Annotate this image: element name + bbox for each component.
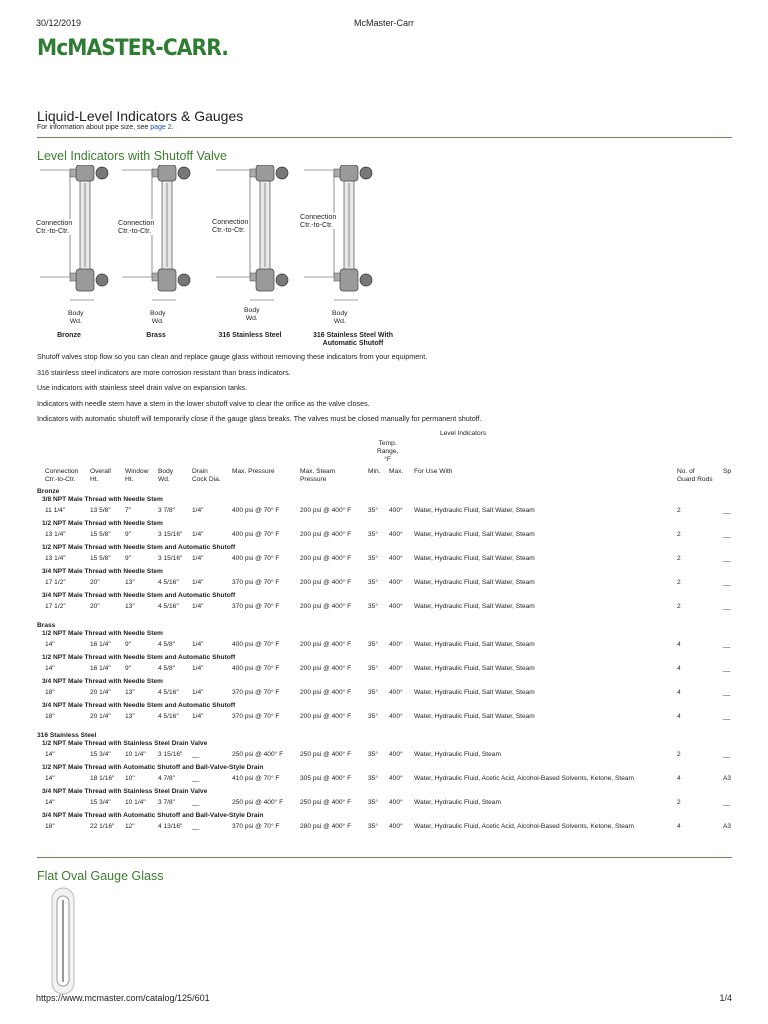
table-cell: 400°: [389, 751, 403, 758]
table-cell: 13 1/4": [45, 555, 66, 562]
table-cell: 4 13/16": [158, 823, 183, 830]
product-image-caption: Bronze: [57, 332, 81, 339]
thread-subgroup-row: 3/4 NPT Male Thread with Needle Stem and Automatic Shutoff: [42, 592, 236, 599]
table-cell: 35°: [368, 665, 378, 672]
table-cell: 22 1/16": [90, 823, 115, 830]
connection-dimension-label: Connection Ctr.-to-Ctr.: [118, 218, 155, 235]
table-cell: 15 3/4": [90, 799, 111, 806]
level-indicator-image: [300, 165, 410, 333]
table-cell: Water, Hydraulic Fluid, Salt Water, Steam: [414, 641, 535, 648]
table-cell: 370 psi @ 70° F: [232, 689, 280, 696]
thread-subgroup-row: 3/4 NPT Male Thread with Automatic Shutoff and Ball-Valve-Style Drain: [42, 812, 264, 819]
table-cell: 13": [125, 603, 135, 610]
table-cell: Water, Hydraulic Fluid, Salt Water, Steam: [414, 713, 535, 720]
table-cell: 400°: [389, 665, 403, 672]
table-cell: 35°: [368, 823, 378, 830]
table-cell: 370 psi @ 70° F: [232, 579, 280, 586]
thread-subgroup-row: 3/8 NPT Male Thread with Needle Stem: [42, 496, 163, 503]
thread-subgroup-row: 1/2 NPT Male Thread with Needle Stem and Automatic Shutoff: [42, 654, 236, 661]
table-cell: 250 psi @ 400° F: [300, 751, 352, 758]
table-cell: 1/4": [192, 603, 204, 610]
table-cell: 3 15/16": [158, 751, 183, 758]
table-cell: __: [192, 751, 200, 758]
connection-dimension-label: Connection Ctr.-to-Ctr.: [212, 217, 249, 234]
thread-subgroup-row: 3/4 NPT Male Thread with Stainless Steel Drain Valve: [42, 788, 208, 795]
section-title-level-indicators: Level Indicators with Shutoff Valve: [37, 149, 227, 163]
table-cell: 14": [45, 641, 55, 648]
table-cell: 200 psi @ 400° F: [300, 641, 352, 648]
table-cell: 3 7/8": [158, 507, 176, 514]
table-cell: 3 15/16": [158, 531, 183, 538]
table-cell: 35°: [368, 689, 378, 696]
table-cell: 13": [125, 689, 135, 696]
table-cell: Water, Hydraulic Fluid, Acetic Acid, Alcohol-Based Solvents, Ketone, Steam: [414, 775, 635, 782]
table-cell: 7": [125, 507, 132, 514]
column-header: Sp: [723, 468, 732, 475]
table-cell: 400°: [389, 531, 403, 538]
table-cell: Water, Hydraulic Fluid, Salt Water, Steam: [414, 603, 535, 610]
table-cell: __: [723, 689, 731, 696]
table-group-header: Level Indicators: [440, 430, 487, 437]
table-cell: 4 7/8": [158, 775, 176, 782]
product-image-caption: 316 Stainless Steel With Automatic Shutoff: [312, 332, 394, 347]
table-cell: 4 5/16": [158, 713, 179, 720]
table-cell: 4: [677, 689, 681, 696]
material-group-row: Brass: [37, 622, 56, 629]
table-cell: 410 psi @ 70° F: [232, 775, 280, 782]
table-cell: 1/4": [192, 579, 204, 586]
table-cell: 280 psi @ 400° F: [300, 823, 352, 830]
column-header: Max.: [389, 468, 404, 475]
table-cell: 35°: [368, 751, 378, 758]
table-cell: 18 1/16": [90, 775, 115, 782]
section-title-flat-oval: Flat Oval Gauge Glass: [37, 869, 164, 883]
description-paragraph: 316 stainless steel indicators are more corrosion resistant than brass indicators.: [37, 367, 291, 377]
table-cell: 35°: [368, 531, 378, 538]
table-cell: Water, Hydraulic Fluid, Steam: [414, 799, 501, 806]
table-cell: Water, Hydraulic Fluid, Acetic Acid, Alcohol-Based Solvents, Ketone, Steam: [414, 823, 635, 830]
table-cell: 35°: [368, 579, 378, 586]
table-cell: __: [723, 555, 731, 562]
table-cell: 1/4": [192, 507, 204, 514]
table-cell: 4: [677, 713, 681, 720]
table-cell: 9": [125, 641, 132, 648]
table-cell: 400 psi @ 70° F: [232, 555, 280, 562]
table-cell: 250 psi @ 400° F: [232, 751, 284, 758]
table-cell: 10 1/4": [125, 751, 146, 758]
table-cell: 1/4": [192, 713, 204, 720]
table-cell: 400°: [389, 713, 403, 720]
table-cell: __: [192, 775, 200, 782]
column-header: Max. Steam Pressure: [300, 468, 336, 483]
table-cell: 200 psi @ 400° F: [300, 507, 352, 514]
column-header: Overall Ht.: [90, 468, 111, 483]
table-cell: 1/4": [192, 641, 204, 648]
table-cell: 14": [45, 665, 55, 672]
thread-subgroup-row: 1/2 NPT Male Thread with Needle Stem and Automatic Shutoff: [42, 544, 236, 551]
table-cell: 20 1/4": [90, 689, 111, 696]
table-cell: 4 5/8": [158, 665, 176, 672]
table-cell: 35°: [368, 799, 378, 806]
material-group-row: Bronze: [37, 488, 60, 495]
level-indicators-table: [37, 430, 737, 830]
print-date: 30/12/2019: [36, 18, 82, 28]
description-paragraphs: [37, 352, 732, 430]
table-cell: A3: [723, 823, 732, 830]
table-cell: 250 psi @ 400° F: [300, 799, 352, 806]
table-cell: 400 psi @ 70° F: [232, 641, 280, 648]
print-header: [36, 18, 732, 32]
table-cell: 400°: [389, 579, 403, 586]
table-cell: 200 psi @ 400° F: [300, 665, 352, 672]
table-cell: 4: [677, 665, 681, 672]
title-divider: [37, 137, 732, 138]
table-cell: 1/4": [192, 665, 204, 672]
table-cell: Water, Hydraulic Fluid, Salt Water, Steam: [414, 579, 535, 586]
column-header: Window Ht.: [125, 468, 149, 483]
thread-subgroup-row: 1/2 NPT Male Thread with Needle Stem: [42, 630, 163, 637]
table-cell: 10": [125, 775, 135, 782]
table-cell: 400°: [389, 799, 403, 806]
table-cell: 16 1/4": [90, 641, 111, 648]
table-cell: 13": [125, 713, 135, 720]
table-cell: 18": [45, 689, 55, 696]
table-cell: 2: [677, 799, 681, 806]
print-page-number: 1/4: [719, 993, 732, 1003]
description-paragraph: Shutoff valves stop flow so you can clean and replace gauge glass without removing these indicators from your equipment.: [37, 352, 428, 361]
table-cell: 12": [125, 823, 135, 830]
page-2-link[interactable]: page 2: [150, 124, 172, 131]
table-cell: 2: [677, 555, 681, 562]
connection-dimension-label: Connection Ctr.-to-Ctr.: [36, 218, 73, 235]
table-cell: 200 psi @ 400° F: [300, 555, 352, 562]
table-cell: 2: [677, 603, 681, 610]
body-width-label: Body Wd.: [68, 310, 84, 325]
table-cell: 200 psi @ 400° F: [300, 689, 352, 696]
column-header: For Use With: [414, 468, 453, 475]
table-cell: 200 psi @ 400° F: [300, 603, 352, 610]
table-cell: 370 psi @ 70° F: [232, 713, 280, 720]
thread-subgroup-row: 1/2 NPT Male Thread with Needle Stem: [42, 520, 163, 527]
table-cell: 2: [677, 531, 681, 538]
table-cell: 1/4": [192, 555, 204, 562]
thread-subgroup-row: 3/4 NPT Male Thread with Needle Stem and Automatic Shutoff: [42, 702, 236, 709]
table-cell: Water, Hydraulic Fluid, Steam: [414, 751, 501, 758]
body-width-label: Body Wd.: [332, 310, 348, 325]
temp-range-header: Temp. Range, °F: [377, 440, 399, 463]
table-cell: 400°: [389, 603, 403, 610]
table-cell: 400 psi @ 70° F: [232, 507, 280, 514]
table-cell: 400°: [389, 641, 403, 648]
connection-dimension-label: Connection Ctr.-to-Ctr.: [300, 212, 337, 229]
pipe-size-note: For information about pipe size, see page 2.: [37, 124, 174, 131]
column-header: Max. Pressure: [232, 468, 275, 475]
table-cell: Water, Hydraulic Fluid, Salt Water, Steam: [414, 531, 535, 538]
table-cell: __: [723, 799, 731, 806]
table-cell: __: [723, 641, 731, 648]
material-group-row: 316 Stainless Steel: [37, 732, 97, 739]
table-cell: 35°: [368, 555, 378, 562]
body-width-label: Body Wd.: [150, 310, 166, 325]
table-cell: __: [723, 751, 731, 758]
mcmaster-logo[interactable]: McMASTER-CARR.: [37, 36, 229, 61]
thread-subgroup-row: 1/2 NPT Male Thread with Stainless Steel Drain Valve: [42, 740, 208, 747]
table-cell: 2: [677, 507, 681, 514]
table-cell: __: [723, 665, 731, 672]
table-cell: 400°: [389, 823, 403, 830]
table-cell: 11 1/4": [45, 507, 66, 514]
thread-subgroup-row: 3/4 NPT Male Thread with Needle Stem: [42, 678, 163, 685]
table-cell: 20": [90, 603, 100, 610]
table-cell: 305 psi @ 400° F: [300, 775, 352, 782]
table-cell: 3 7/8": [158, 799, 176, 806]
print-title: McMaster-Carr: [354, 18, 414, 28]
print-footer: [36, 993, 732, 1003]
table-cell: 35°: [368, 603, 378, 610]
page-title: Liquid-Level Indicators & Gauges: [37, 108, 244, 124]
table-cell: 400°: [389, 507, 403, 514]
thread-subgroup-row: 1/2 NPT Male Thread with Automatic Shutoff and Ball-Valve-Style Drain: [42, 764, 264, 771]
table-cell: 17 1/2": [45, 579, 66, 586]
table-cell: 2: [677, 751, 681, 758]
table-cell: 400 psi @ 70° F: [232, 665, 280, 672]
table-cell: 4 5/16": [158, 603, 179, 610]
table-cell: 35°: [368, 641, 378, 648]
table-cell: __: [192, 823, 200, 830]
table-cell: __: [723, 531, 731, 538]
table-cell: 400°: [389, 775, 403, 782]
table-cell: 4: [677, 641, 681, 648]
table-cell: 4: [677, 823, 681, 830]
description-paragraph: Indicators with automatic shutoff will temporarily close if the gauge glass breaks. The valves must be closed manually for permanent shutoff.: [37, 414, 482, 423]
table-cell: 4 5/16": [158, 689, 179, 696]
description-paragraph: Use indicators with stainless steel drain valve on expansion tanks.: [37, 383, 248, 392]
table-cell: 1/4": [192, 689, 204, 696]
table-cell: 3 15/16": [158, 555, 183, 562]
table-cell: 13": [125, 579, 135, 586]
table-cell: 2: [677, 579, 681, 586]
table-cell: 200 psi @ 400° F: [300, 579, 352, 586]
table-cell: 9": [125, 531, 132, 538]
table-cell: 15 5/8": [90, 555, 111, 562]
flat-oval-gauge-glass-image: [48, 886, 78, 996]
print-url[interactable]: https://www.mcmaster.com/catalog/125/601: [36, 993, 210, 1003]
table-cell: 15 3/4": [90, 751, 111, 758]
table-cell: 4 5/8": [158, 641, 176, 648]
table-cell: A3: [723, 775, 732, 782]
table-cell: 200 psi @ 400° F: [300, 531, 352, 538]
product-image-caption: 316 Stainless Steel: [218, 332, 282, 339]
table-cell: 370 psi @ 70° F: [232, 823, 280, 830]
product-image-caption: Brass: [146, 332, 166, 339]
table-cell: 35°: [368, 507, 378, 514]
table-cell: 15 5/8": [90, 531, 111, 538]
table-cell: 18": [45, 713, 55, 720]
description-paragraph: Indicators with needle stem have a stem in the lower shutoff valve to clear the orifice as the valve closes.: [37, 398, 370, 408]
table-cell: 14": [45, 799, 55, 806]
table-cell: 13 5/8": [90, 507, 111, 514]
table-cell: __: [723, 713, 731, 720]
table-cell: Water, Hydraulic Fluid, Salt Water, Steam: [414, 555, 535, 562]
table-cell: 16 1/4": [90, 665, 111, 672]
table-cell: 18": [45, 823, 55, 830]
table-cell: __: [723, 507, 731, 514]
table-cell: 20": [90, 579, 100, 586]
table-cell: 400°: [389, 689, 403, 696]
table-cell: 400°: [389, 555, 403, 562]
table-cell: __: [192, 799, 200, 806]
table-cell: 17 1/2": [45, 603, 66, 610]
table-cell: Water, Hydraulic Fluid, Salt Water, Steam: [414, 507, 535, 514]
table-cell: __: [723, 603, 731, 610]
column-header: Drain Cock Dia.: [192, 468, 221, 483]
table-cell: 4: [677, 775, 681, 782]
table-cell: 35°: [368, 775, 378, 782]
table-cell: Water, Hydraulic Fluid, Salt Water, Steam: [414, 689, 535, 696]
table-cell: 14": [45, 751, 55, 758]
table-cell: 10 1/4": [125, 799, 146, 806]
table-cell: 400 psi @ 70° F: [232, 531, 280, 538]
table-cell: 200 psi @ 400° F: [300, 713, 352, 720]
thread-subgroup-row: 3/4 NPT Male Thread with Needle Stem: [42, 568, 163, 575]
table-cell: 35°: [368, 713, 378, 720]
table-cell: 370 psi @ 70° F: [232, 603, 280, 610]
table-cell: Water, Hydraulic Fluid, Salt Water, Steam: [414, 665, 535, 672]
table-cell: 14": [45, 775, 55, 782]
table-cell: 250 psi @ 400° F: [232, 799, 284, 806]
table-cell: 4 5/16": [158, 579, 179, 586]
column-header: No. of Guard Rods: [677, 468, 713, 483]
table-cell: 9": [125, 555, 132, 562]
column-header: Min.: [368, 468, 381, 475]
table-cell: 13 1/4": [45, 531, 66, 538]
section-divider: [37, 857, 732, 858]
table-cell: __: [723, 579, 731, 586]
column-header: Body Wd.: [158, 468, 174, 483]
table-cell: 1/4": [192, 531, 204, 538]
table-cell: 20 1/4": [90, 713, 111, 720]
table-cell: 9": [125, 665, 132, 672]
column-header: Connection Ctr.-to-Ctr.: [45, 468, 79, 483]
body-width-label: Body Wd.: [244, 307, 260, 322]
